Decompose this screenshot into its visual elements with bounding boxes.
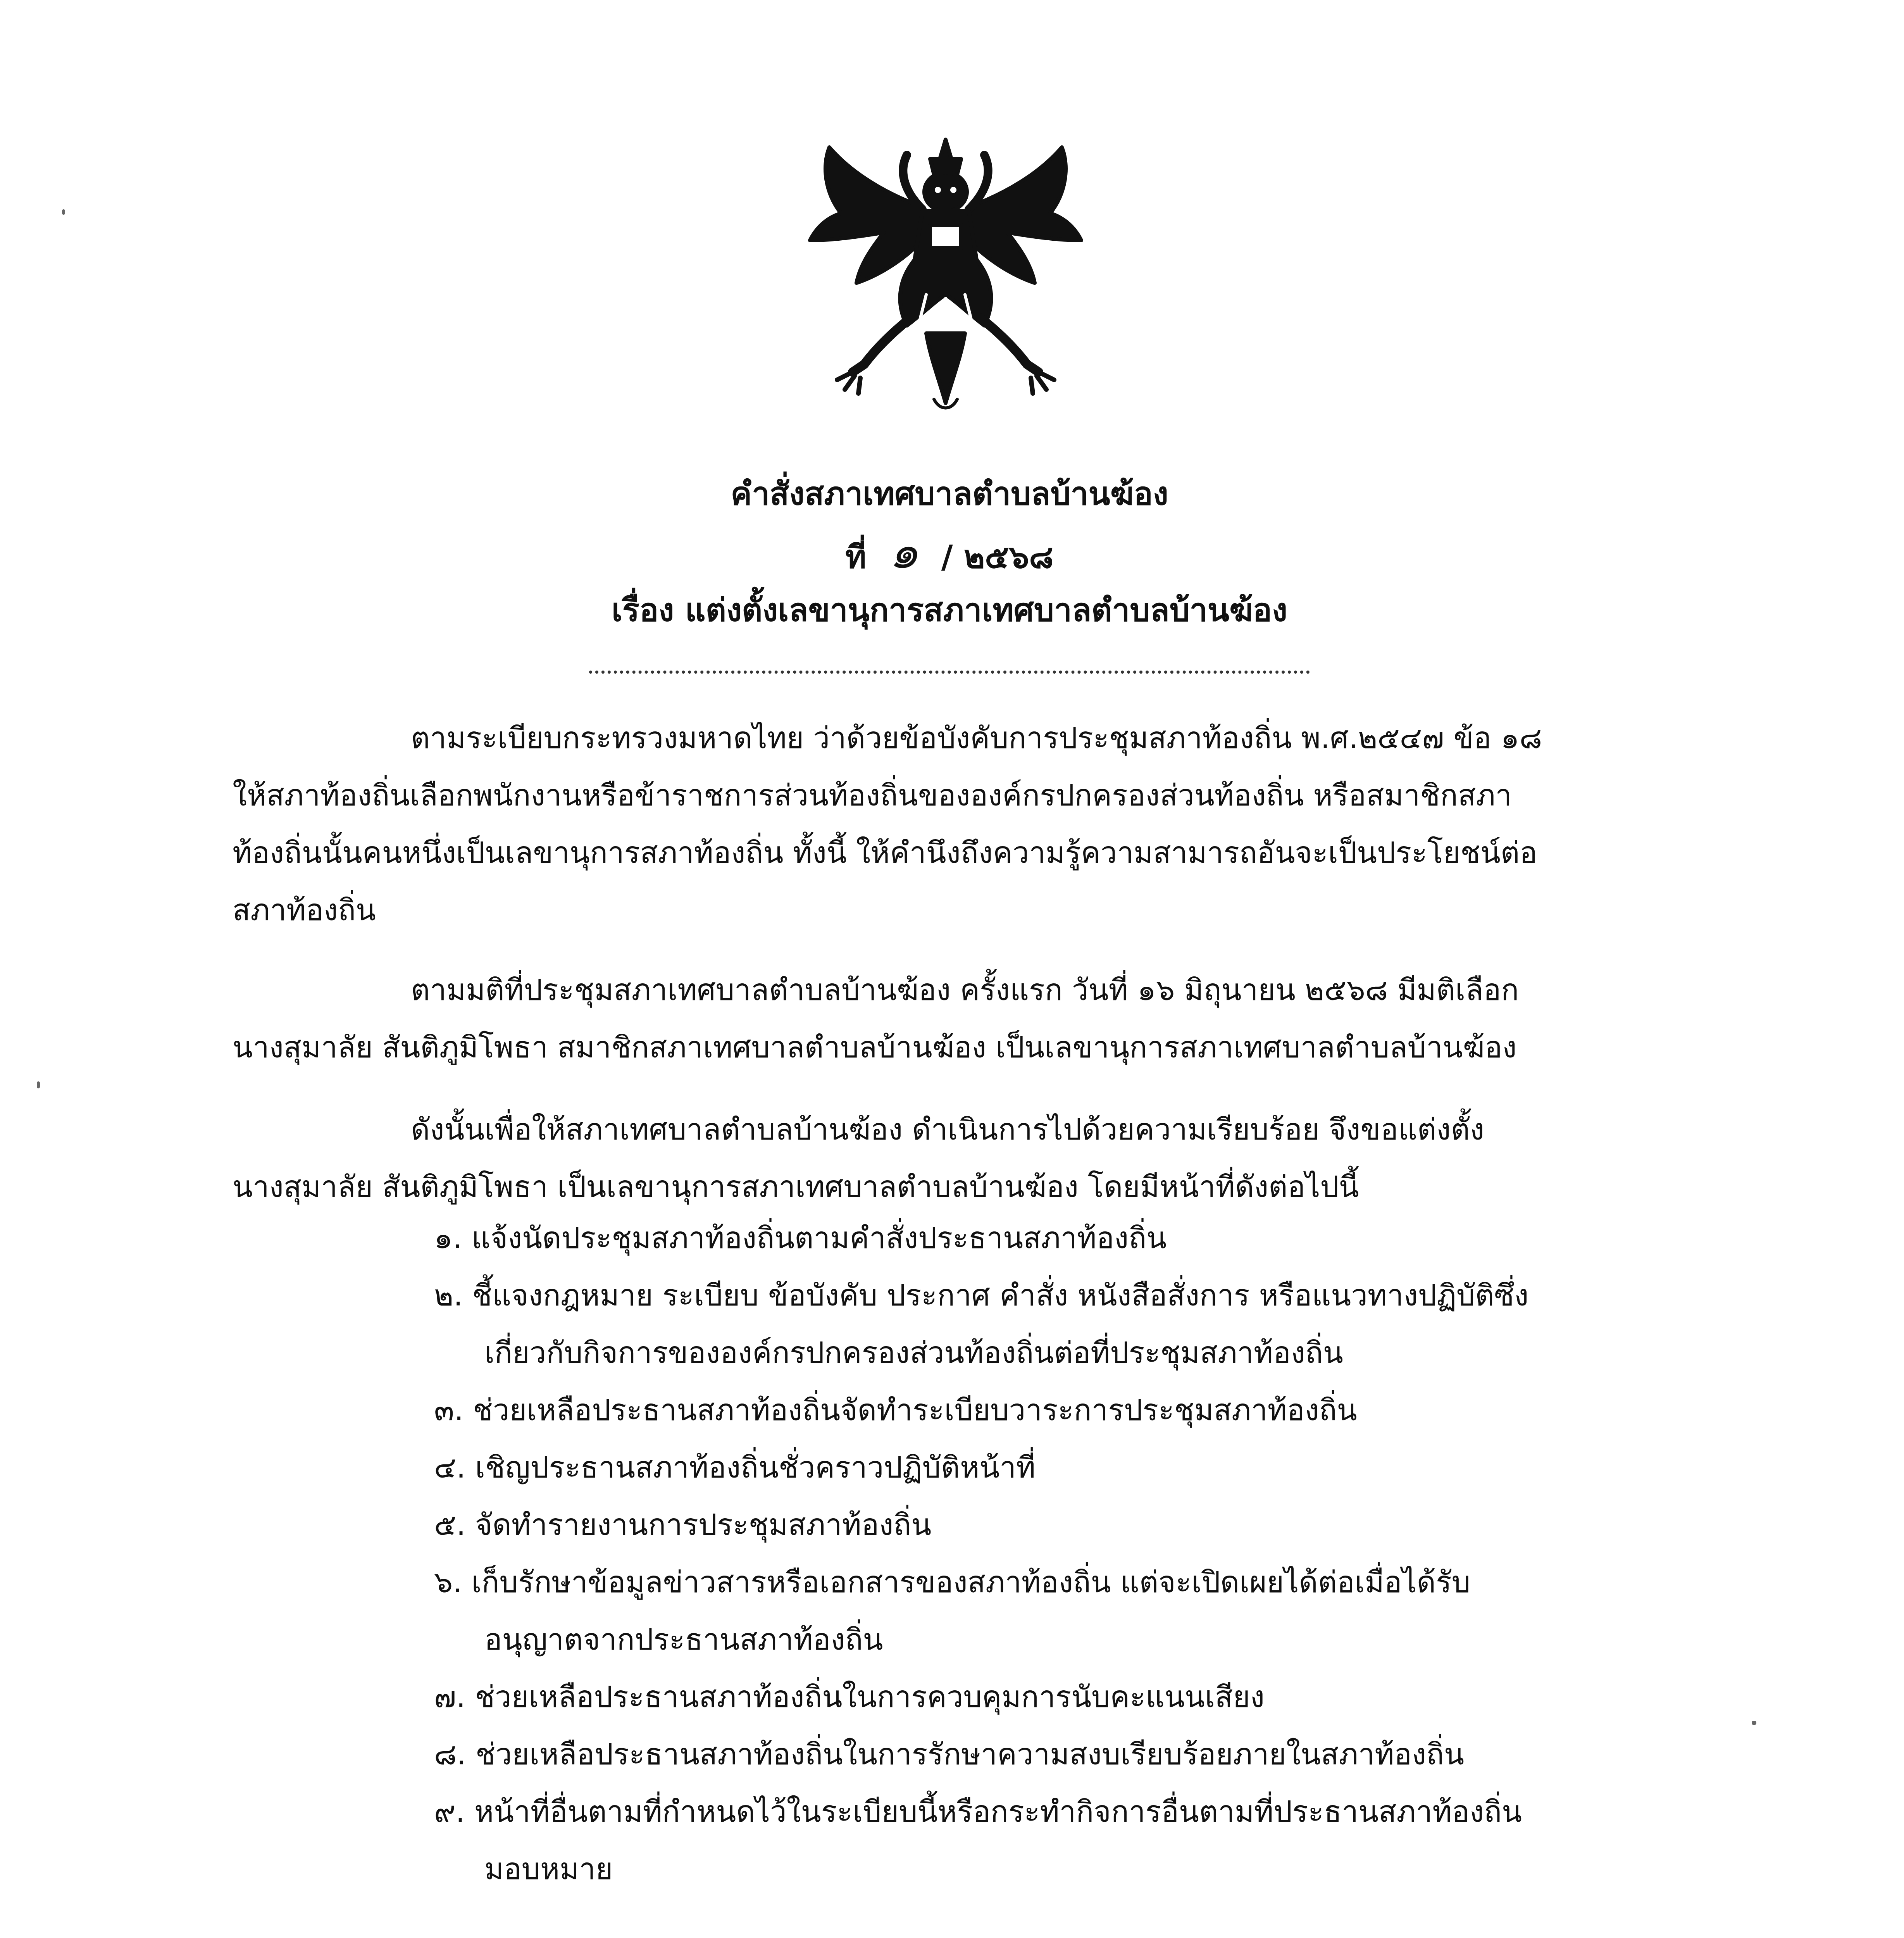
- duty-item: ๓. ช่วยเหลือประธานสภาท้องถิ่นจัดทำระเบียบวาระการประชุมสภาท้องถิ่น: [434, 1393, 1357, 1427]
- order-number: [504, 525, 1395, 579]
- dotted-separator: [589, 671, 1310, 674]
- duty-item: ๗. ช่วยเหลือประธานสภาท้องถิ่นในการควบคุมการนับคะแนนเสียง: [434, 1679, 1265, 1714]
- duty-item: ๖. เก็บรักษาข้อมูลข่าวสารหรือเอกสารของสภาท้องถิ่น แต่จะเปิดเผยได้ต่อเมื่อได้รับ: [434, 1565, 1471, 1599]
- scan-speck: [1752, 1721, 1756, 1725]
- paragraph-line: ดังนั้นเพื่อให้สภาเทศบาลตำบลบ้านฆ้อง ดำเนินการไปด้วยความเรียบร้อย จึงขอแต่งตั้ง: [411, 1112, 1484, 1147]
- paragraph-line: นางสุมาลัย สันติภูมิโพธา เป็นเลขานุการสภาเทศบาลตำบลบ้านฆ้อง โดยมีหน้าที่ดังต่อไปนี้: [233, 1169, 1359, 1204]
- duty-item-continued: อนุญาตจากประธานสภาท้องถิ่น: [484, 1622, 883, 1657]
- paragraph-line: สภาท้องถิ่น: [233, 893, 376, 927]
- paragraph-line: ตามระเบียบกระทรวงมหาดไทย ว่าด้วยข้อบังคับการประชุมสภาท้องถิ่น พ.ศ.๒๕๔๗ ข้อ ๑๘: [411, 721, 1542, 755]
- paragraph-line: ท้องถิ่นนั้นคนหนึ่งเป็นเลขานุการสภาท้องถิ่น ทั้งนี้ ให้คำนึงถึงความรู้ความสามารถอันจะเป็นประโยชน์ต่อ: [233, 835, 1537, 870]
- scan-speck: [62, 209, 65, 215]
- order-number-value: ๑: [889, 525, 919, 579]
- order-number-prefix: ที่: [845, 539, 867, 576]
- scan-speck: [37, 1081, 40, 1088]
- paragraph-line: นางสุมาลัย สันติภูมิโพธา สมาชิกสภาเทศบาลตำบลบ้านฆ้อง เป็นเลขานุการสภาเทศบาลตำบลบ้านฆ้อง: [233, 1030, 1517, 1064]
- duty-item: ๒. ชี้แจงกฎหมาย ระเบียบ ข้อบังคับ ประกาศ คำสั่ง หนังสือสั่งการ หรือแนวทางปฏิบัติซึ่ง: [434, 1278, 1529, 1312]
- duty-item: ๑. แจ้งนัดประชุมสภาท้องถิ่นตามคำสั่งประธานสภาท้องถิ่น: [434, 1221, 1167, 1255]
- paragraph-resolution: [233, 961, 1690, 1076]
- paragraph-appointment: [233, 1101, 1690, 1216]
- garuda-emblem-icon: [787, 132, 1104, 426]
- order-number-year: / ๒๕๖๘: [941, 539, 1054, 576]
- order-title: คำสั่งสภาเทศบาลตำบลบ้านฆ้อง: [731, 476, 1168, 512]
- duty-item: ๘. ช่วยเหลือประธานสภาท้องถิ่นในการรักษาความสงบเรียบร้อยภายในสภาท้องถิ่น: [434, 1737, 1465, 1771]
- duty-item-continued: เกี่ยวกับกิจการขององค์กรปกครองส่วนท้องถิ่นต่อที่ประชุมสภาท้องถิ่น: [484, 1335, 1343, 1370]
- paragraph-line: ให้สภาท้องถิ่นเลือกพนักงานหรือข้าราชการส่วนท้องถิ่นขององค์กรปกครองส่วนท้องถิ่น หรือสมาชิกสภา: [233, 778, 1512, 812]
- paragraph-line: ตามมติที่ประชุมสภาเทศบาลตำบลบ้านฆ้อง ครั้งแรก วันที่ ๑๖ มิถุนายน ๒๕๖๘ มีมติเลือก: [411, 972, 1519, 1007]
- order-subject: เรื่อง แต่งตั้งเลขานุการสภาเทศบาลตำบลบ้านฆ้อง: [611, 592, 1288, 629]
- duty-item-continued: มอบหมาย: [484, 1852, 613, 1886]
- paragraph-regulation: [233, 709, 1690, 939]
- duty-item: ๕. จัดทำรายงานการประชุมสภาท้องถิ่น: [434, 1507, 932, 1542]
- duty-item: ๔. เชิญประธานสภาท้องถิ่นชั่วคราวปฏิบัติหน้าที่: [434, 1450, 1036, 1485]
- duty-item: ๙. หน้าที่อื่นตามที่กำหนดไว้ในระเบียบนี้หรือกระทำกิจการอื่นตามที่ประธานสภาท้องถิ่น: [434, 1794, 1522, 1829]
- effective-date: [411, 1934, 1059, 1938]
- duties-list: [434, 1209, 1674, 1898]
